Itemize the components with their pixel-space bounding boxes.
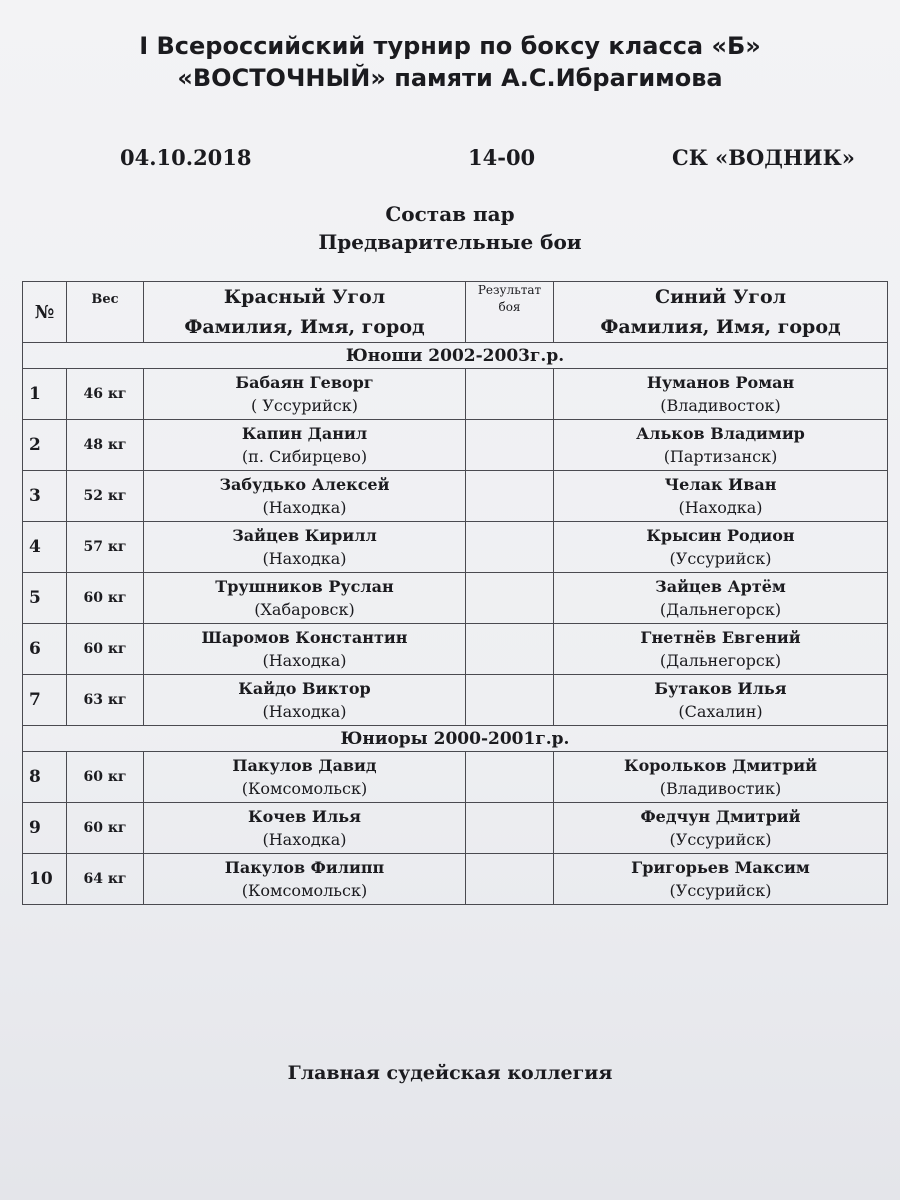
pair-number: 8 xyxy=(23,752,67,803)
table-row xyxy=(23,854,888,905)
red-corner-fighter xyxy=(144,573,466,624)
blue-corner-fighter xyxy=(554,471,888,522)
subtitle-line-1: Состав пар xyxy=(385,202,515,226)
event-venue: СК «ВОДНИК» xyxy=(672,145,855,170)
bout-result xyxy=(466,675,554,726)
red-fighter-city: (Находка) xyxy=(262,830,347,849)
result-title-line-1: Результат xyxy=(477,283,542,297)
blue-fighter-city: (Находка) xyxy=(678,498,763,517)
table-row xyxy=(23,522,888,573)
red-fighter-city: ( Уссурийск) xyxy=(251,396,358,415)
weight-class: 48 кг xyxy=(67,420,144,471)
table-header-row xyxy=(23,282,888,343)
red-corner-fighter xyxy=(144,522,466,573)
pair-number: 7 xyxy=(23,675,67,726)
group-title: Юниоры 2000-2001г.р. xyxy=(23,726,888,752)
group-header-row xyxy=(23,343,888,369)
weight-class: 63 кг xyxy=(67,675,144,726)
blue-fighter-name: Зайцев Артём xyxy=(655,577,786,596)
blue-fighter-city: (Дальнегорск) xyxy=(659,600,782,619)
red-corner-fighter xyxy=(144,803,466,854)
table-row xyxy=(23,675,888,726)
title-line-2: «ВОСТОЧНЫЙ» памяти А.С.Ибрагимова xyxy=(177,64,723,92)
document-title xyxy=(0,30,900,94)
red-fighter-name: Капин Данил xyxy=(241,424,368,443)
blue-fighter-name: Гнетнёв Евгений xyxy=(640,628,801,647)
blue-fighter-city: (Сахалин) xyxy=(678,702,763,721)
red-fighter-city: (Комсомольск) xyxy=(241,779,368,798)
blue-fighter-name: Челак Иван xyxy=(664,475,777,494)
red-fighter-name: Пакулов Филипп xyxy=(224,858,385,877)
subtitle-line-2: Предварительные бои xyxy=(318,230,582,254)
blue-corner-title: Синий Угол xyxy=(654,286,787,308)
bout-result xyxy=(466,369,554,420)
weight-class: 64 кг xyxy=(67,854,144,905)
red-fighter-city: (Хабаровск) xyxy=(254,600,355,619)
table-row xyxy=(23,369,888,420)
weight-class: 60 кг xyxy=(67,573,144,624)
table-row xyxy=(23,803,888,854)
result-title-line-2: боя xyxy=(498,300,521,314)
pair-number: 3 xyxy=(23,471,67,522)
pair-number: 10 xyxy=(23,854,67,905)
blue-fighter-name: Альков Владимир xyxy=(636,424,805,443)
bout-result xyxy=(466,624,554,675)
red-fighter-name: Кочев Илья xyxy=(248,807,361,826)
blue-corner-fighter xyxy=(554,573,888,624)
table-row xyxy=(23,624,888,675)
pairs-table xyxy=(22,281,888,905)
table-row xyxy=(23,420,888,471)
red-fighter-city: (Комсомольск) xyxy=(241,881,368,900)
bout-result xyxy=(466,420,554,471)
blue-fighter-name: Григорьев Максим xyxy=(631,858,810,877)
red-corner-fighter xyxy=(144,624,466,675)
document-subtitle xyxy=(0,200,900,256)
weight-class: 46 кг xyxy=(67,369,144,420)
column-header-result xyxy=(466,282,554,343)
red-fighter-city: (Находка) xyxy=(262,498,347,517)
bout-result xyxy=(466,803,554,854)
event-date: 04.10.2018 xyxy=(120,145,252,170)
red-fighter-city: (п. Сибирцево) xyxy=(241,447,368,466)
column-header-number: № xyxy=(23,282,67,343)
blue-fighter-city: (Уссурийск) xyxy=(669,881,772,900)
group-title: Юноши 2002-2003г.р. xyxy=(23,343,888,369)
blue-corner-fighter xyxy=(554,522,888,573)
red-corner-fighter xyxy=(144,675,466,726)
weight-class: 57 кг xyxy=(67,522,144,573)
event-time: 14-00 xyxy=(468,145,536,170)
pair-number: 9 xyxy=(23,803,67,854)
blue-fighter-city: (Владивостик) xyxy=(659,779,782,798)
blue-fighter-name: Крысин Родион xyxy=(646,526,795,545)
blue-corner-fighter xyxy=(554,854,888,905)
blue-corner-fighter xyxy=(554,752,888,803)
blue-fighter-name: Нуманов Роман xyxy=(646,373,795,392)
pair-number: 1 xyxy=(23,369,67,420)
footer-signature: Главная судейская коллегия xyxy=(287,1062,613,1084)
table-row xyxy=(23,471,888,522)
blue-fighter-name: Корольков Дмитрий xyxy=(624,756,817,775)
red-corner-subtitle: Фамилия, Имя, город xyxy=(184,316,425,338)
bout-result xyxy=(466,752,554,803)
red-fighter-city: (Находка) xyxy=(262,702,347,721)
blue-fighter-city: (Дальнегорск) xyxy=(659,651,782,670)
blue-fighter-city: (Партизанск) xyxy=(663,447,778,466)
blue-corner-fighter xyxy=(554,675,888,726)
column-header-blue-corner xyxy=(554,282,888,343)
bout-result xyxy=(466,573,554,624)
column-header-red-corner xyxy=(144,282,466,343)
red-corner-title: Красный Угол xyxy=(223,286,386,308)
red-fighter-name: Забудько Алексей xyxy=(219,475,390,494)
weight-class: 52 кг xyxy=(67,471,144,522)
blue-corner-fighter xyxy=(554,420,888,471)
blue-corner-fighter xyxy=(554,624,888,675)
red-corner-fighter xyxy=(144,420,466,471)
blue-corner-subtitle: Фамилия, Имя, город xyxy=(600,316,841,338)
pair-number: 2 xyxy=(23,420,67,471)
red-fighter-name: Шаромов Константин xyxy=(201,628,408,647)
pair-number: 6 xyxy=(23,624,67,675)
blue-fighter-city: (Уссурийск) xyxy=(669,549,772,568)
blue-corner-fighter xyxy=(554,369,888,420)
blue-fighter-name: Федчун Дмитрий xyxy=(640,807,801,826)
weight-class: 60 кг xyxy=(67,624,144,675)
pair-number: 4 xyxy=(23,522,67,573)
blue-corner-fighter xyxy=(554,803,888,854)
pair-number: 5 xyxy=(23,573,67,624)
blue-fighter-city: (Владивосток) xyxy=(660,396,781,415)
table-row xyxy=(23,752,888,803)
red-corner-fighter xyxy=(144,369,466,420)
red-fighter-name: Бабаян Геворг xyxy=(235,373,374,392)
red-fighter-name: Пакулов Давид xyxy=(232,756,377,775)
red-fighter-city: (Находка) xyxy=(262,549,347,568)
bout-result xyxy=(466,471,554,522)
weight-class: 60 кг xyxy=(67,803,144,854)
red-corner-fighter xyxy=(144,854,466,905)
title-line-1: I Всероссийский турнир по боксу класса «Б» xyxy=(139,32,761,60)
table-row xyxy=(23,573,888,624)
red-fighter-city: (Находка) xyxy=(262,651,347,670)
red-fighter-name: Зайцев Кирилл xyxy=(232,526,377,545)
weight-class: 60 кг xyxy=(67,752,144,803)
red-corner-fighter xyxy=(144,752,466,803)
group-header-row xyxy=(23,726,888,752)
bout-result xyxy=(466,854,554,905)
blue-fighter-city: (Уссурийск) xyxy=(669,830,772,849)
column-header-weight: Вес xyxy=(67,282,144,343)
red-corner-fighter xyxy=(144,471,466,522)
blue-fighter-name: Бутаков Илья xyxy=(654,679,787,698)
bout-result xyxy=(466,522,554,573)
red-fighter-name: Кайдо Виктор xyxy=(238,679,371,698)
red-fighter-name: Трушников Руслан xyxy=(215,577,394,596)
